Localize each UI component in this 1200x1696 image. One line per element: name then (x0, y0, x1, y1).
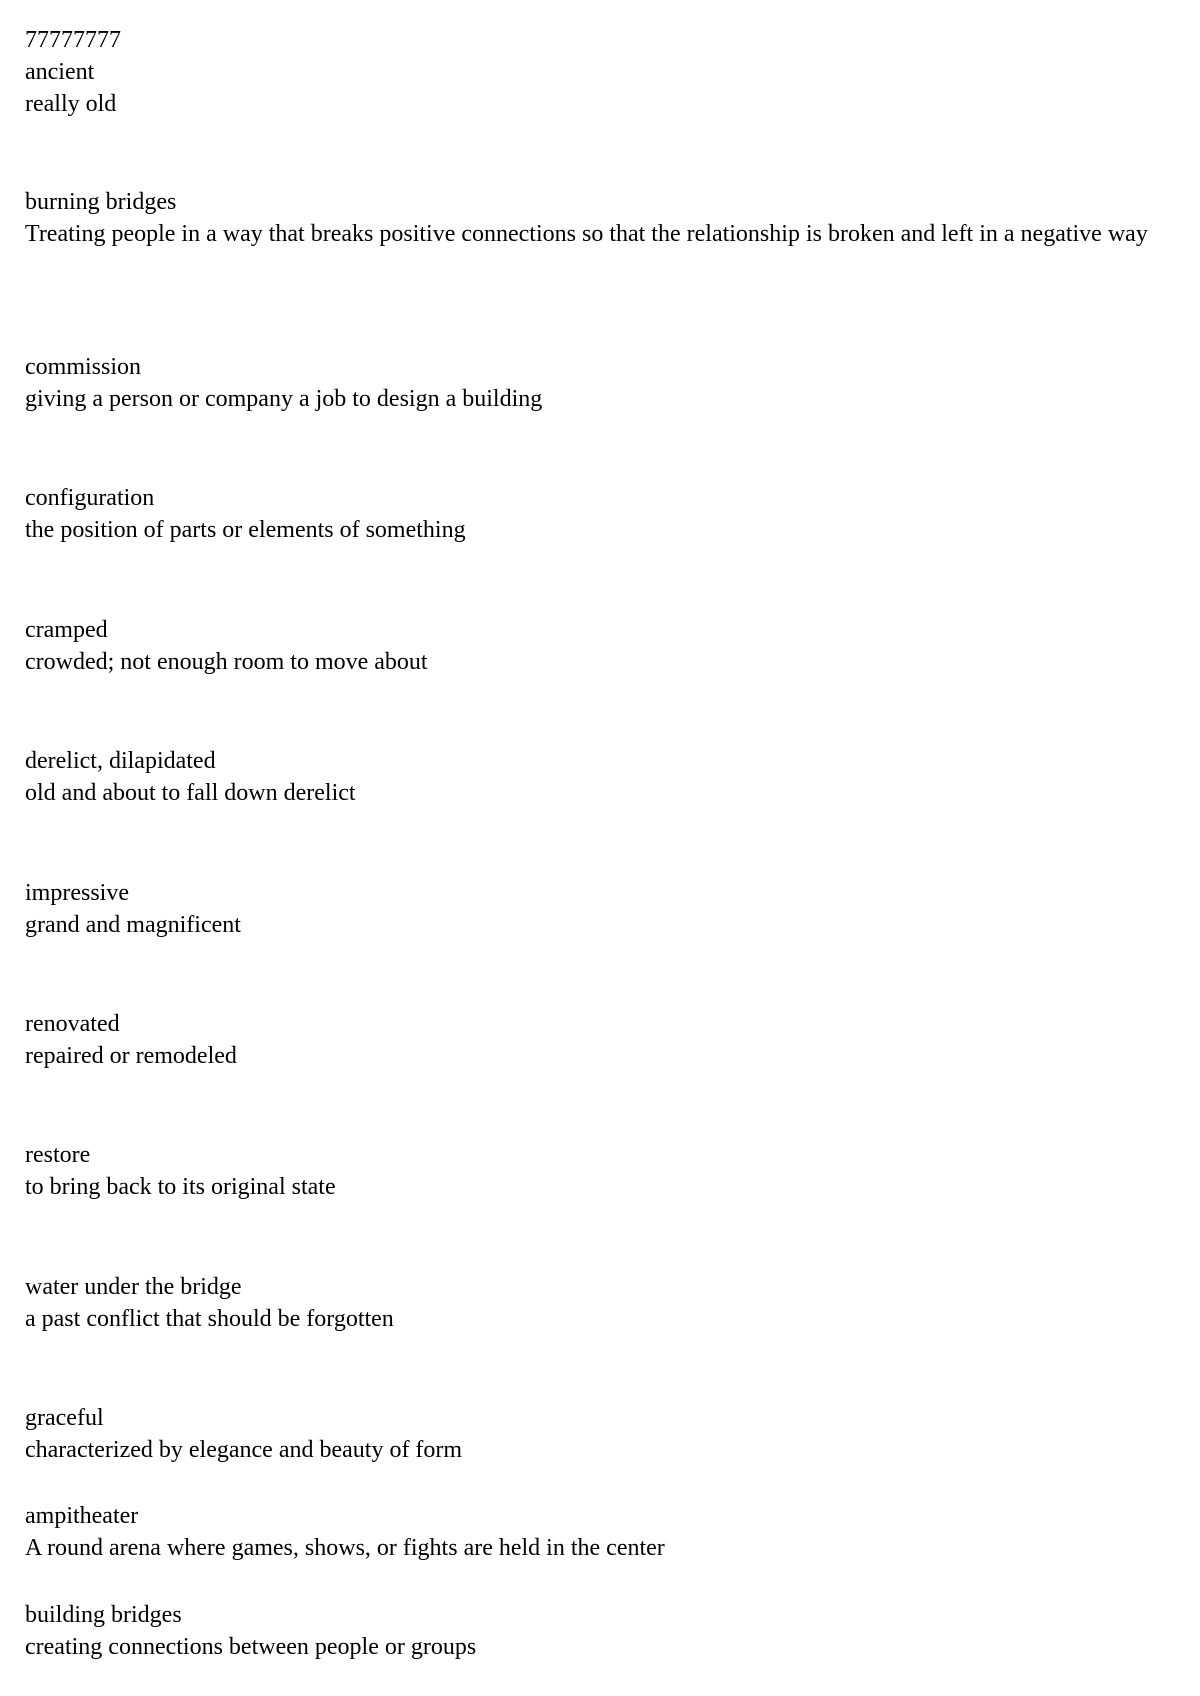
term: commission (25, 354, 142, 380)
definition: a past conflict that should be forgotten (25, 1306, 394, 1332)
definition: giving a person or company a job to design a building (25, 386, 543, 412)
definition: really old (25, 91, 117, 117)
term: impressive (25, 880, 129, 906)
definition: A round arena where games, shows, or fights are held in the center (25, 1535, 665, 1561)
term: cramped (25, 617, 108, 643)
term: burning bridges (25, 189, 177, 215)
term: configuration (25, 485, 155, 511)
definition: to bring back to its original state (25, 1174, 336, 1200)
term: water under the bridge (25, 1274, 242, 1300)
term: restore (25, 1142, 91, 1168)
definition: Treating people in a way that breaks positive connections so that the relationship is broken and left in a negative way (25, 221, 1148, 247)
term: derelict, dilapidated (25, 748, 216, 774)
definition: the position of parts or elements of something (25, 517, 466, 543)
definition: old and about to fall down derelict (25, 780, 356, 806)
definition: repaired or remodeled (25, 1043, 237, 1069)
term: ampitheater (25, 1503, 139, 1529)
term: graceful (25, 1405, 104, 1431)
term: ancient (25, 59, 95, 85)
definition: crowded; not enough room to move about (25, 649, 428, 675)
term: building bridges (25, 1602, 182, 1628)
definition: creating connections between people or groups (25, 1634, 477, 1660)
term: renovated (25, 1011, 120, 1037)
definition: grand and magnificent (25, 912, 241, 938)
page-header: 77777777 (25, 27, 121, 53)
definition: characterized by elegance and beauty of form (25, 1437, 463, 1463)
